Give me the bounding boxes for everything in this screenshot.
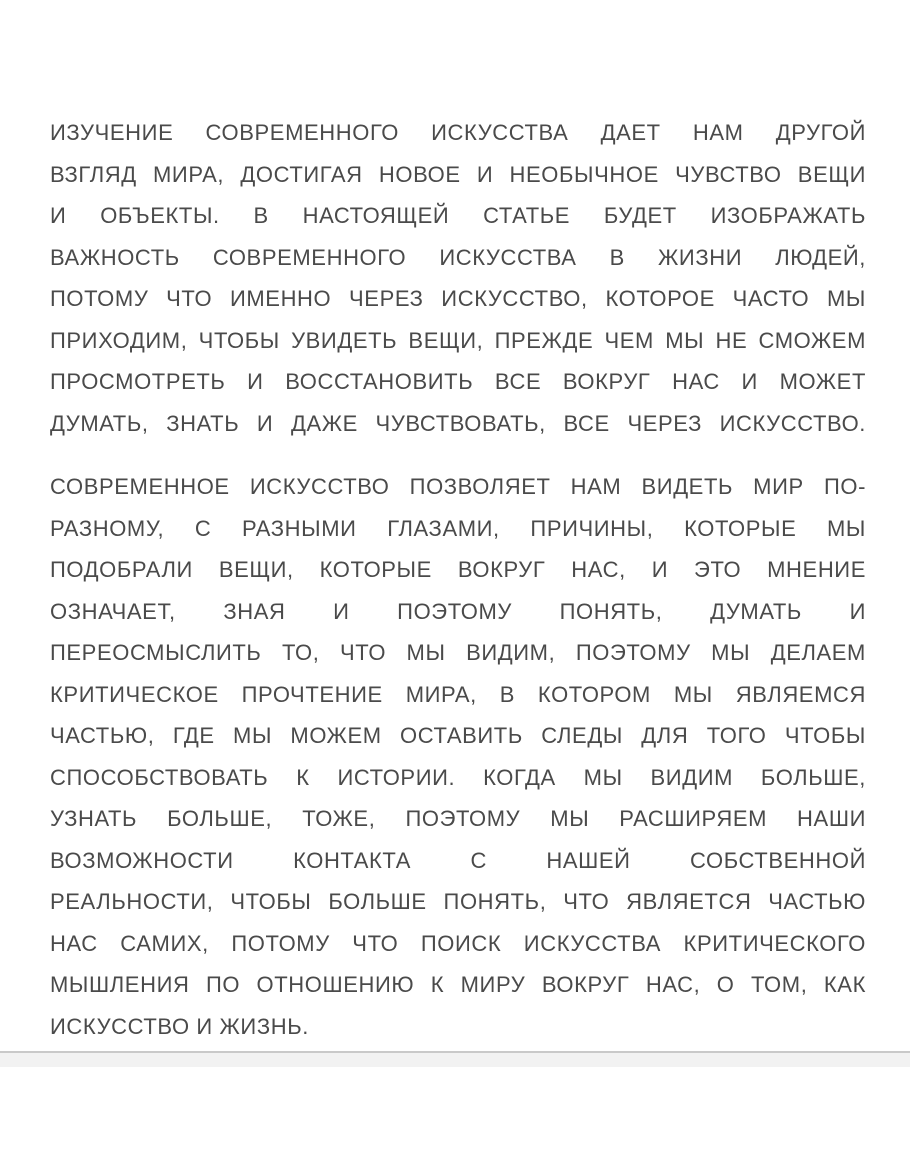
essay-text-line: УЗНАТЬ БОЛЬШЕ, ТОЖЕ, ПОЭТОМУ МЫ РАСШИРЯЕМ НАШИ [50,806,866,831]
essay-text-line: И ОБЪЕКТЫ. В НАСТОЯЩЕЙ СТАТЬЕ БУДЕТ ИЗОБРАЖАТЬ [50,203,866,228]
essay-text-line: ОЗНАЧАЕТ, ЗНАЯ И ПОЭТОМУ ПОНЯТЬ, ДУМАТЬ И [50,598,866,624]
essay-text-line: ПОТОМУ ЧТО ИМЕННО ЧЕРЕЗ ИСКУССТВО, КОТОРОЕ ЧАСТО МЫ [50,286,866,311]
essay-text-line: СПОСОБСТВОВАТЬ К ИСТОРИИ. КОГДА МЫ ВИДИМ БОЛЬШЕ, [50,764,866,790]
essay-text-line: ВОЗМОЖНОСТИ КОНТАКТА С НАШЕЙ СОБСТВЕННОЙ [50,847,866,873]
essay-text-line: РАЗНОМУ, С РАЗНЫМИ ГЛАЗАМИ, ПРИЧИНЫ, КОТОРЫЕ МЫ [50,515,866,541]
essay-text-line: ПРОСМОТРЕТЬ И ВОССТАНОВИТЬ ВСЕ ВОКРУГ НАС И МОЖЕТ [50,369,866,394]
essay-text-line: РЕАЛЬНОСТИ, ЧТОБЫ БОЛЬШЕ ПОНЯТЬ, ЧТО ЯВЛЯЕТСЯ ЧАСТЬЮ [50,889,866,914]
essay-text-line: ЧАСТЬЮ, ГДЕ МЫ МОЖЕМ ОСТАВИТЬ СЛЕДЫ ДЛЯ ТОГО ЧТОБЫ [50,723,866,748]
essay-paragraph-1 [50,112,866,444]
essay-text-line: ПРИХОДИМ, ЧТОБЫ УВИДЕТЬ ВЕЩИ, ПРЕЖДЕ ЧЕМ МЫ НЕ СМОЖЕМ [50,327,866,353]
essay-text-line: ВАЖНОСТЬ СОВРЕМЕННОГО ИСКУССТВА В ЖИЗНИ ЛЮДЕЙ, [50,244,866,270]
essay-text-line: МЫШЛЕНИЯ ПО ОТНОШЕНИЮ К МИРУ ВОКРУГ НАС, О ТОМ, КАК [50,972,866,997]
essay-body [50,112,866,1047]
essay-text-line: ВЗГЛЯД МИРА, ДОСТИГАЯ НОВОЕ И НЕОБЫЧНОЕ ЧУВСТВО ВЕЩИ [50,161,866,187]
essay-paragraph-2 [50,466,866,1047]
essay-text-line: ДУМАТЬ, ЗНАТЬ И ДАЖЕ ЧУВСТВОВАТЬ, ВСЕ ЧЕРЕЗ ИСКУССТВО. [50,410,866,436]
essay-text-line: ПОДОБРАЛИ ВЕЩИ, КОТОРЫЕ ВОКРУГ НАС, И ЭТО МНЕНИЕ [50,557,866,582]
essay-text-line: СОВРЕМЕННОЕ ИСКУССТВО ПОЗВОЛЯЕТ НАМ ВИДЕТЬ МИР ПО- [50,474,866,499]
essay-text-line: ПЕРЕОСМЫСЛИТЬ ТО, ЧТО МЫ ВИДИМ, ПОЭТОМУ МЫ ДЕЛАЕМ [50,640,866,665]
next-page-band [0,1053,910,1067]
essay-text-line: ИСКУССТВО И ЖИЗНЬ. [50,1013,309,1039]
essay-text-line: ИЗУЧЕНИЕ СОВРЕМЕННОГО ИСКУССТВА ДАЕТ НАМ ДРУГОЙ [50,120,866,145]
essay-text-line: НАС САМИХ, ПОТОМУ ЧТО ПОИСК ИСКУССТВА КРИТИЧЕСКОГО [50,930,866,956]
essay-text-line: КРИТИЧЕСКОЕ ПРОЧТЕНИЕ МИРА, В КОТОРОМ МЫ ЯВЛЯЕМСЯ [50,681,866,707]
